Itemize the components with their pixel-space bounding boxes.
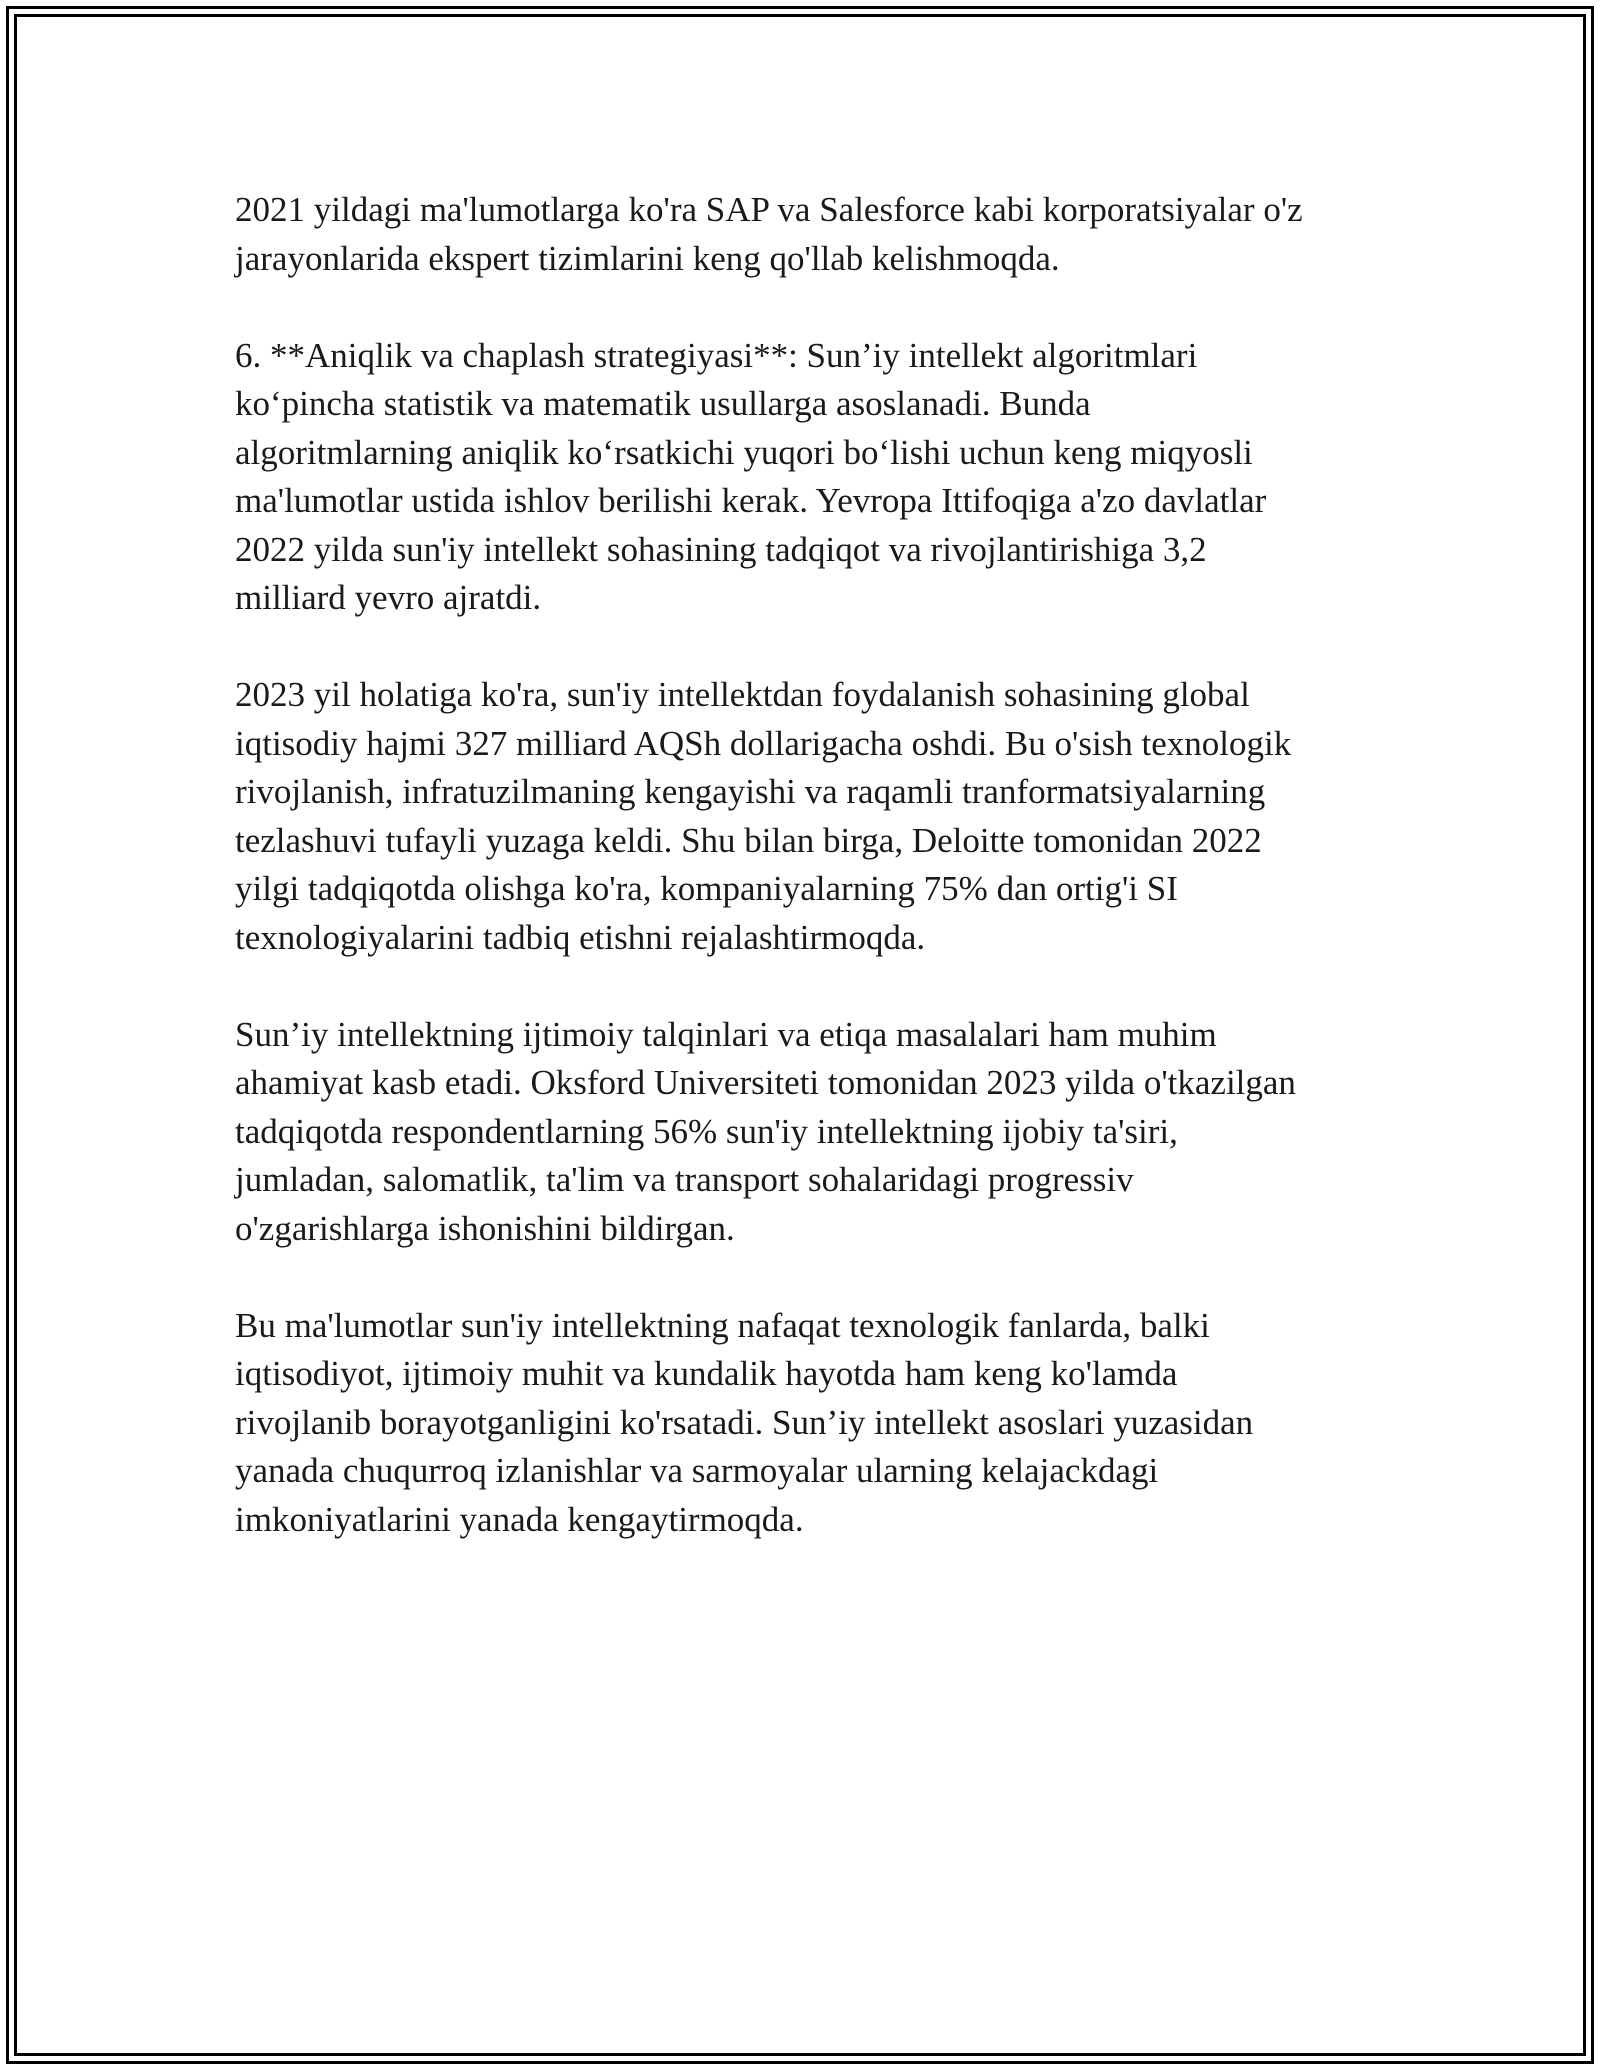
document-body: [235, 186, 1365, 1593]
paragraph-conclusion: Bu ma'lumotlar sun'iy intellektning nafaqat texnologik fanlarda, balki iqtisodiyot, ijtimoiy muhit va kundalik hayotda ham keng ko'lamda rivojlanib borayotganligini ko'rsatadi. Sun’iy intellekt asoslari yuzasidan yanada chuqurroq izlanishlar va sarmoyalar ularning kelajackdagi imkoniyatlarini yanada kengaytirmoqda.: [235, 1305, 1254, 1539]
paragraph-accuracy-strategy: 6. **Aniqlik va chaplash strategiyasi**: Sun’iy intellekt algoritmlari koʻpincha statistik va matematik usullarga asoslanadi. Bunda algoritmlarning aniqlik koʻrsatkichi yuqori boʻlishi uchun keng miqyosli ma'lumotlar ustida ishlov berilishi kerak. Yevropa Ittifoqiga a'zo davlatlar 2022 yilda sun'iy intellekt sohasining tadqiqot va rivojlantirishiga 3,2 milliard yevro ajratdi.: [235, 335, 1267, 617]
paragraph-global-market: 2023 yil holatiga ko'ra, sun'iy intellektdan foydalanish sohasining global iqtisodiy hajmi 327 milliard AQSh dollarigacha oshdi. Bu o'sish texnologik rivojlanish, infratuzilmaning kengayishi va raqamli tranformatsiyalarning tezlashuvi tufayli yuzaga keldi. Shu bilan birga, Deloitte tomonidan 2022 yilgi tadqiqotda olishga ko'ra, kompaniyalarning 75% dan ortig'i SI texnologiyalarini tadbiq etishni rejalashtirmoqda.: [235, 675, 1292, 957]
paragraph-social-ethics: Sun’iy intellektning ijtimoiy talqinlari va etiqa masalalari ham muhim ahamiyat kasb etadi. Oksford Universiteti tomonidan 2023 yilda o'tkazilgan tadqiqotda respondentlarning 56% sun'iy intellektning ijobiy ta'siri, jumladan, salomatlik, ta'lim va transport sohalaridagi progressiv o'zgarishlarga ishonishini bildirgan.: [235, 1014, 1296, 1248]
paragraph-expert-systems: 2021 yildagi ma'lumotlarga ko'ra SAP va Salesforce kabi korporatsiyalar o'z jarayonlarida ekspert tizimlarini keng qo'llab kelishmoqda.: [235, 190, 1303, 278]
